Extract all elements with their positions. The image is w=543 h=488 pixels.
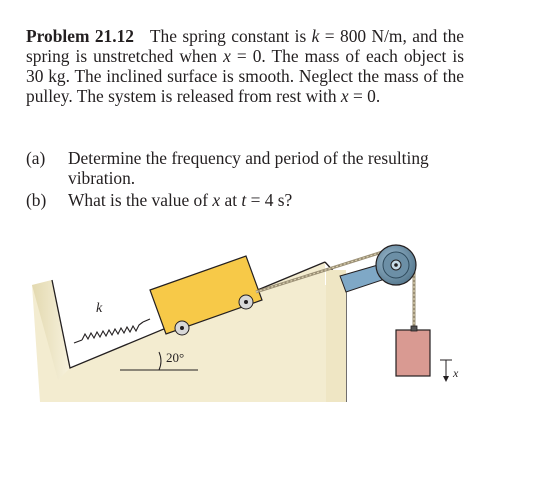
spring-anchor-lead <box>74 340 82 343</box>
part-b-text-2: at <box>220 190 242 210</box>
pulley-axle <box>394 263 398 267</box>
problem-text-2: and the spring is unstretched when <box>26 26 464 66</box>
block-wheel-right-hub <box>244 300 248 304</box>
problem-x-var-2: x <box>340 86 349 106</box>
problem-text-3: = 0. The mass of each object is 30 kg. The inclined surface is smooth. Neglect the mass of the pulley. The system is released from rest with <box>26 46 464 106</box>
spring-label: k <box>96 301 103 316</box>
angle-label: 20° <box>166 350 185 365</box>
problem-k-value: = 800 N/m, <box>319 26 407 46</box>
mass-body <box>396 330 430 376</box>
spring <box>74 301 150 343</box>
part-a-label: (a) <box>26 148 46 168</box>
x-indicator <box>440 360 459 382</box>
part-a-text: Determine the frequency and period of the resulting vibration. <box>68 148 429 188</box>
part-b-text-3: = 4 s? <box>246 190 293 210</box>
problem-k-var: k <box>311 26 320 46</box>
problem-text-1: The spring constant is <box>149 26 312 46</box>
problem-x-var: x <box>223 46 231 66</box>
right-wall-fill <box>326 270 346 402</box>
part-b-text-1: What is the value of <box>68 190 213 210</box>
hanging-mass <box>396 326 430 376</box>
part-b-var-2: t <box>241 190 247 210</box>
part-b-label: (b) <box>26 190 47 210</box>
problem-text-4: = 0. <box>348 86 381 106</box>
block-wheel-left-hub <box>180 326 184 330</box>
spring-block-lead <box>143 319 150 322</box>
x-label: x <box>453 366 459 380</box>
spring-coil <box>82 322 143 340</box>
pulley <box>376 245 416 285</box>
mass-hook <box>411 326 417 331</box>
part-b-var-1: x <box>212 190 221 210</box>
problem-heading: Problem 21.12 <box>26 26 134 46</box>
x-indicator-arrowhead <box>443 376 449 382</box>
